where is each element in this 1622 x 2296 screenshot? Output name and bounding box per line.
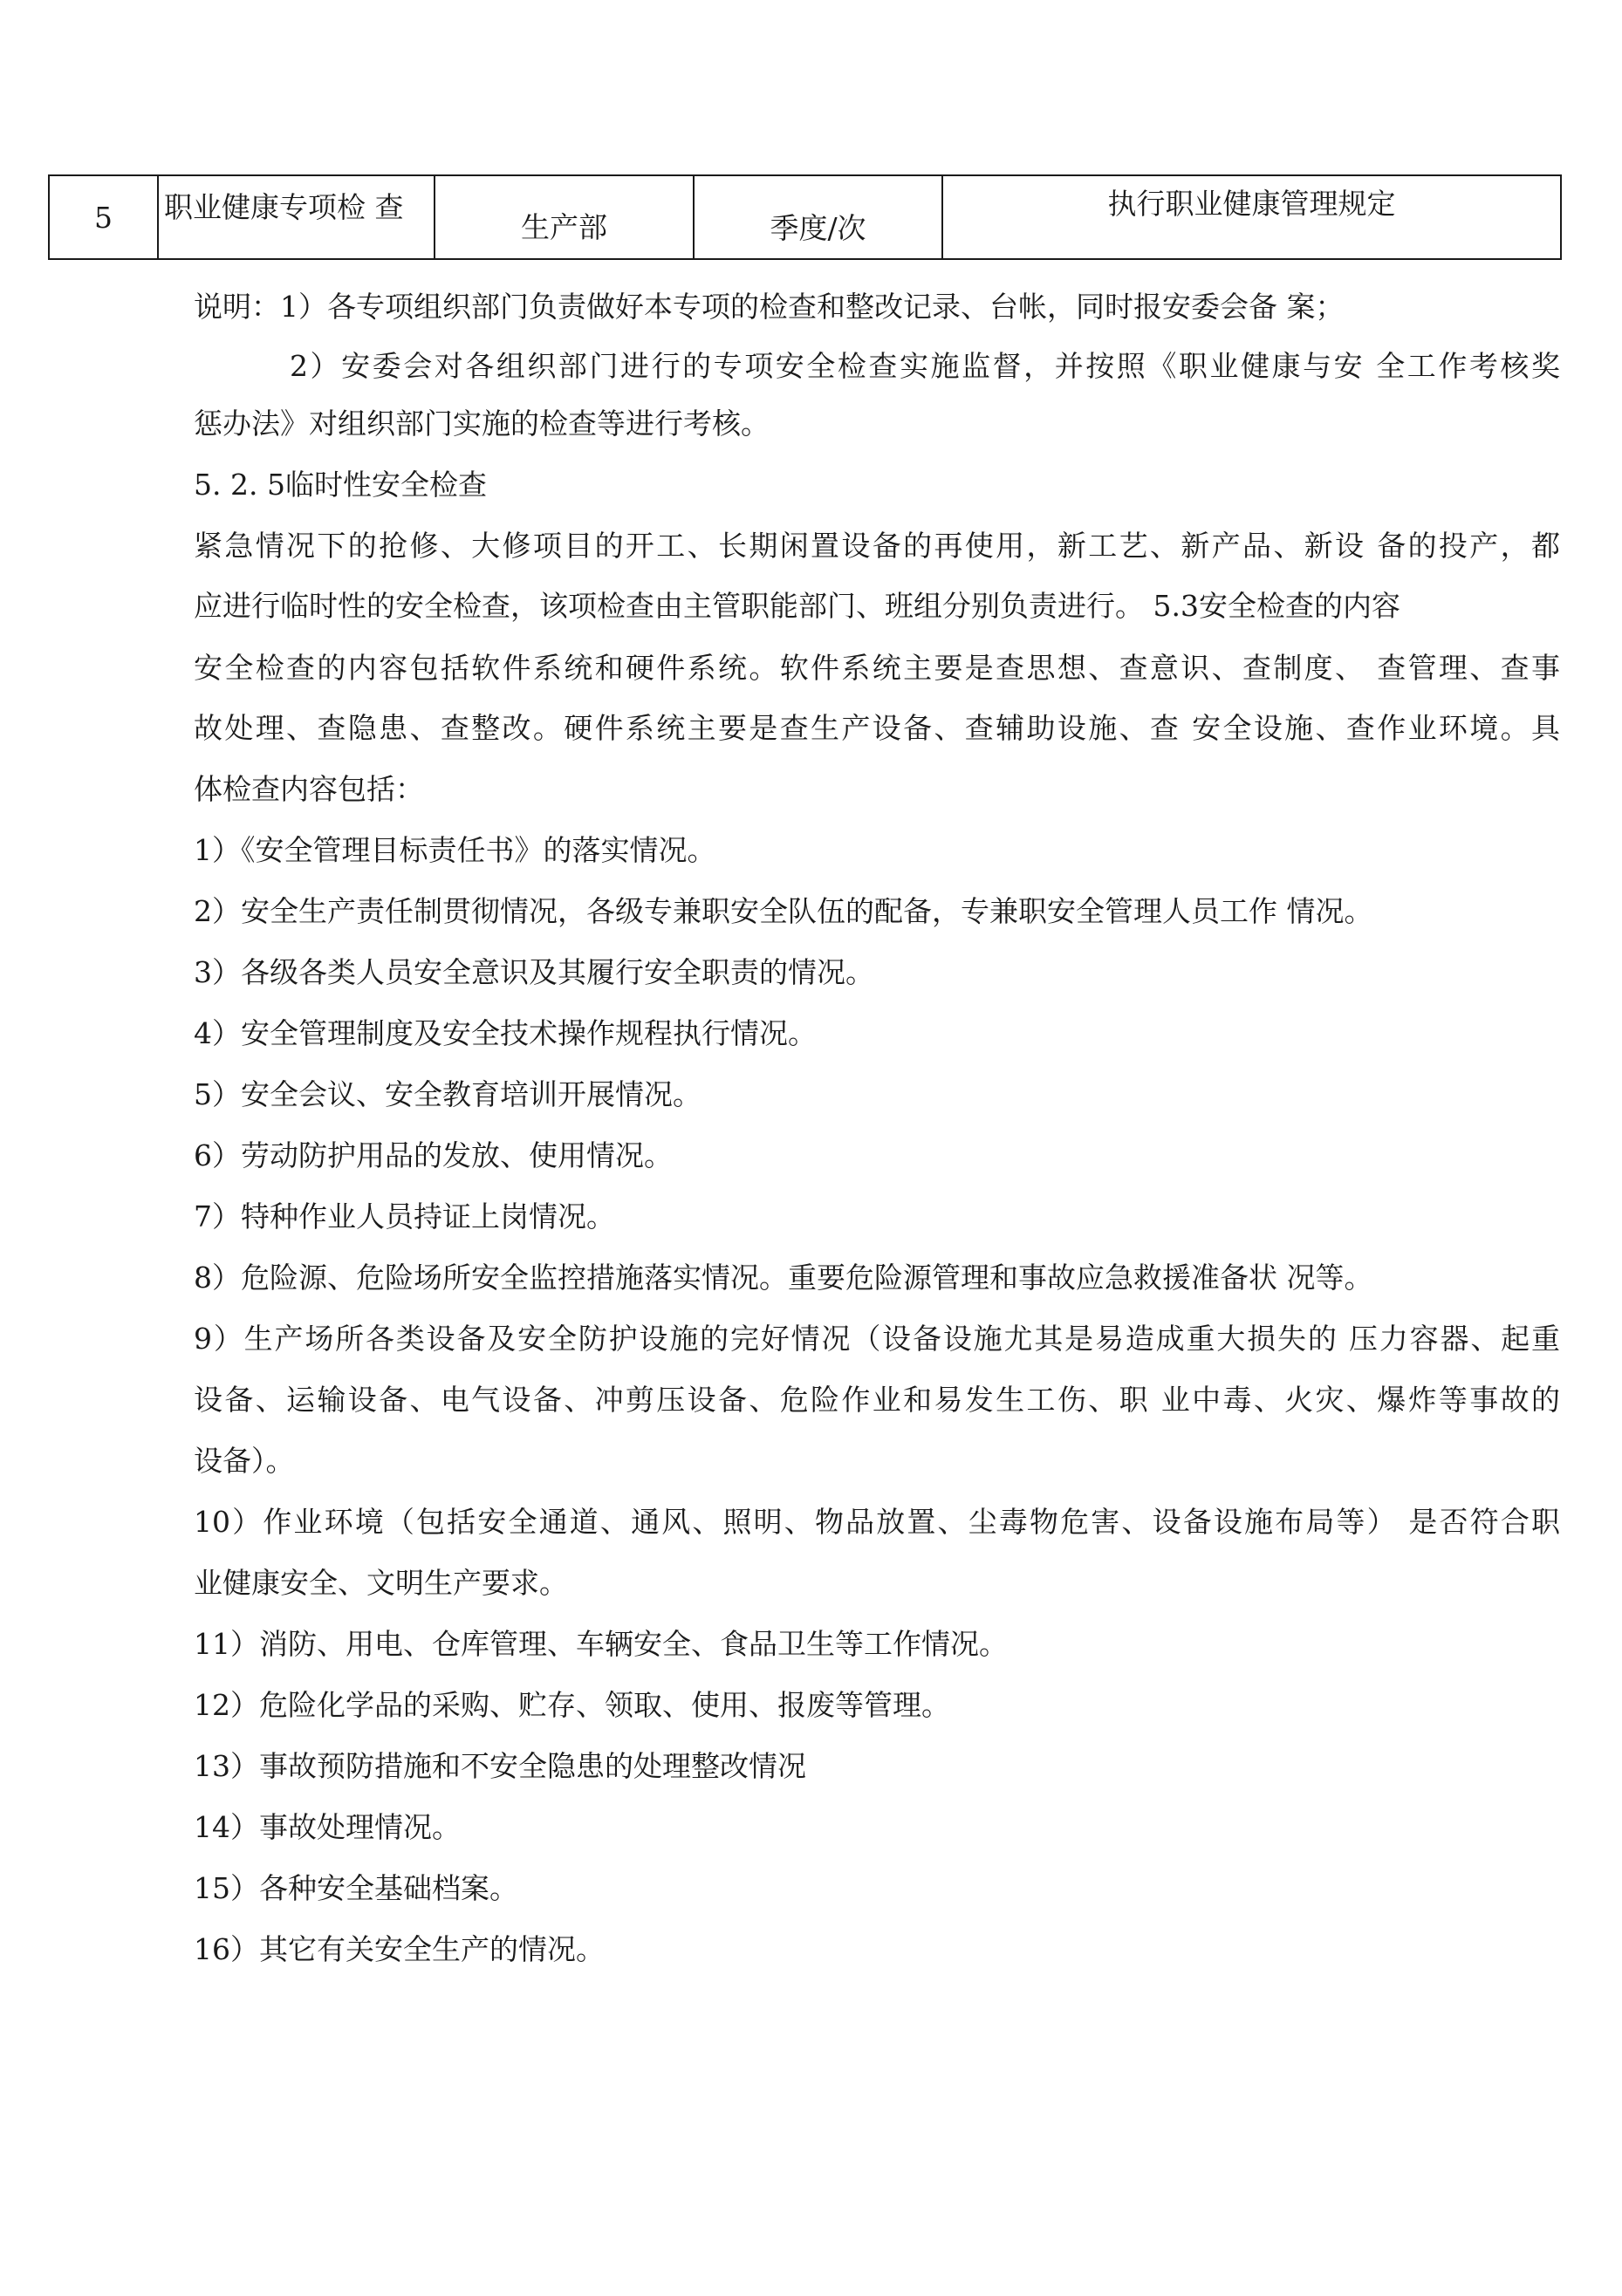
list-item-continued: 设备、运输设备、电气设备、冲剪压设备、危险作业和易发生工伤、职 业中毒、火灾、爆炸等事故的 [194, 1383, 1560, 1417]
note-line-1: 说明：1）各专项组织部门负责做好本专项的检查和整改记录、台帐，同时报安委会备 案； [194, 290, 1345, 324]
list-item: 5）安全会议、安全教育培训开展情况。 [194, 1077, 701, 1111]
list-item-continued: 业健康安全、文明生产要求。 [194, 1566, 568, 1600]
list-item: 6）劳动防护用品的发放、使用情况。 [194, 1138, 673, 1172]
cell-department: 生产部 [435, 175, 694, 259]
paragraph-525-line-2: 应进行临时性的安全检查，该项检查由主管职能部门、班组分别负责进行。 5.3安全检查的内容 [194, 589, 1400, 623]
list-item: 8）危险源、危险场所安全监控措施落实情况。重要危险源管理和事故应急救援准备状 况等。 [194, 1261, 1373, 1295]
list-item: 15）各种安全基础档案。 [194, 1871, 518, 1905]
list-item: 10）作业环境（包括安全通道、通风、照明、物品放置、尘毒物危害、设备设施布局等） 是否符合职 [194, 1505, 1560, 1539]
paragraph-525-line-1: 紧急情况下的抢修、大修项目的开工、长期闲置设备的再使用，新工艺、新产品、新设 备的投产，都 [194, 529, 1560, 563]
list-item: 11）消防、用电、仓库管理、车辆安全、食品卫生等工作情况。 [194, 1627, 1008, 1661]
list-item: 12）危险化学品的采购、贮存、领取、使用、报废等管理。 [194, 1688, 950, 1722]
cell-frequency: 季度/次 [694, 175, 942, 259]
list-item: 3）各级各类人员安全意识及其履行安全职责的情况。 [194, 955, 874, 989]
list-item: 13）事故预防措施和不安全隐患的处理整改情况 [194, 1749, 806, 1783]
list-item: 16）其它有关安全生产的情况。 [194, 1932, 605, 1966]
paragraph-53-line-2: 故处理、查隐患、查整改。硬件系统主要是查生产设备、查辅助设施、查 安全设施、查作业环境。具 [194, 711, 1560, 745]
list-item: 7）特种作业人员持证上岗情况。 [194, 1199, 615, 1233]
note-line-3: 惩办法》对组织部门实施的检查等进行考核。 [194, 407, 770, 441]
cell-item: 职业健康专项检 查 [158, 175, 435, 259]
paragraph-53-line-3: 体检查内容包括： [194, 772, 424, 806]
cell-basis: 执行职业健康管理规定 [942, 175, 1561, 259]
list-item: 1）《安全管理目标责任书》的落实情况。 [194, 833, 716, 867]
list-item-continued: 设备）。 [194, 1444, 295, 1478]
note-line-2: 2）安委会对各组织部门进行的专项安全检查实施监督，并按照《职业健康与安 全工作考核奖 [290, 349, 1560, 383]
list-item: 2）安全生产责任制贯彻情况，各级专兼职安全队伍的配备，专兼职安全管理人员工作 情况。 [194, 894, 1373, 928]
list-item: 9）生产场所各类设备及安全防护设施的完好情况（设备设施尤其是易造成重大损失的 压力容器、起重 [194, 1322, 1560, 1356]
table-row [49, 175, 1561, 259]
list-item: 14）事故处理情况。 [194, 1810, 461, 1844]
cell-number: 5 [49, 175, 158, 259]
section-heading-525: 5. 2. 5临时性安全检查 [194, 468, 487, 502]
inspection-table [48, 174, 1562, 260]
paragraph-53-line-1: 安全检查的内容包括软件系统和硬件系统。软件系统主要是查思想、查意识、查制度、 查管理、查事 [194, 651, 1560, 685]
list-item: 4）安全管理制度及安全技术操作规程执行情况。 [194, 1016, 817, 1050]
